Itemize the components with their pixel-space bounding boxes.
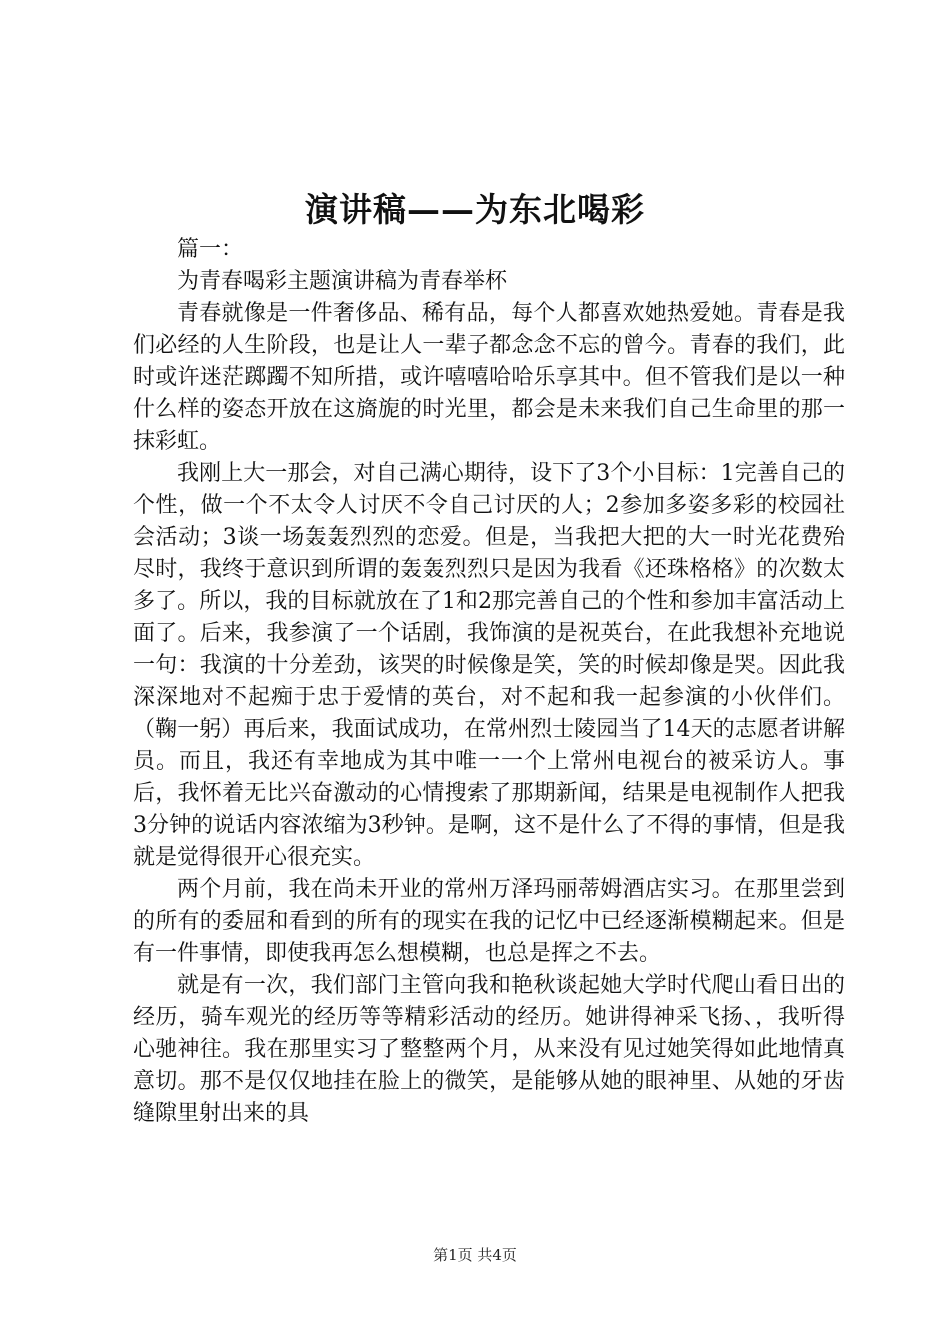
paragraph: 青春就像是一件奢侈品、稀有品，每个人都喜欢她热爱她。青春是我们必经的人生阶段，也是让人一辈子都念念不忘的曾今。青春的我们，此时或许迷茫踯躅不知所措，或许嘻嘻哈哈乐享其中。但不管我们是以一种什么样的姿态开放在这旖旎的时光里，都会是未来我们自己生命里的那一抹彩虹。 xyxy=(133,301,845,454)
paragraph: 就是有一次，我们部门主管向我和艳秋谈起她大学时代爬山看日出的经历，骑车观光的经历等等精彩活动的经历。她讲得神采飞扬、，我听得心驰神往。我在那里实习了整整两个月，从来没有见过她笑得如此地情真意切。那不是仅仅地挂在脸上的微笑，是能够从她的眼神里、从她的牙齿缝隙里射出来的具 xyxy=(133,973,845,1126)
paragraph-subtitle: 为青春喝彩主题演讲稿为青春举杯 xyxy=(177,269,508,294)
paragraph: 我刚上大一那会，对自己满心期待，设下了3个小目标：1完善自己的个性，做一个不太令人讨厌不令自己讨厌的人；2参加多姿多彩的校园社会活动；3谈一场轰轰烈烈的恋爱。但是，当我把大把的大一时光花费殆尽时，我终于意识到所谓的轰轰烈烈只是因为我看《还珠格格》的次数太多了。所以，我的目标就放在了1和2那完善自己的个性和参加丰富活动上面了。后来，我参演了一个话剧，我饰演的是祝英台，在此我想补充地说一句：我演的十分差劲，该哭的时候像是笑，笑的时候却像是哭。因此我深深地对不起痴于忠于爱情的英台，对不起和我一起参演的小伙伴们。（鞠一躬）再后来，我面试成功，在常州烈士陵园当了14天的志愿者讲解员。而且，我还有幸地成为其中唯一一个上常州电视台的被采访人。事后，我怀着无比兴奋激动的心情搜索了那期新闻，结果是电视制作人把我3分钟的说话内容浓缩为3秒钟。是啊，这不是什么了不得的事情，但是我就是觉得很开心很充实。 xyxy=(133,461,845,870)
paragraph-section-label: 篇一： xyxy=(177,237,244,262)
document-title: 演讲稿——为东北喝彩 xyxy=(305,190,645,229)
paragraph: 两个月前，我在尚未开业的常州万泽玛丽蒂姆酒店实习。在那里尝到的所有的委屈和看到的所有的现实在我的记忆中已经逐渐模糊起来。但是有一件事情，即使我再怎么想模糊，也总是挥之不去。 xyxy=(133,877,845,966)
document-body xyxy=(133,234,845,1130)
page-number-footer: 第1页 共4页 xyxy=(433,1246,517,1264)
